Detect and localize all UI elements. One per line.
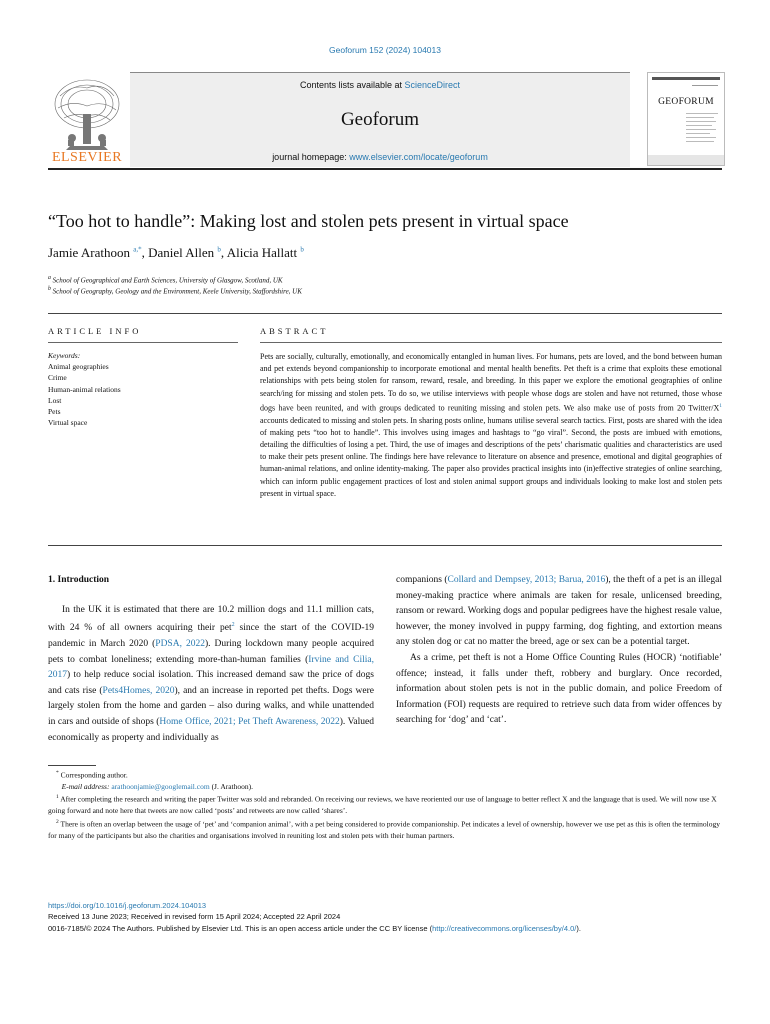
- body-column-left: [48, 573, 374, 746]
- footnote-ref[interactable]: 2: [231, 622, 235, 629]
- body-column-right: [396, 573, 722, 729]
- text: 0016-7185/© 2024 The Authors. Published by Elsevier Ltd. This is an open access article under the CC BY license (: [48, 923, 433, 933]
- footnote-divider: [48, 765, 96, 766]
- doi-link[interactable]: https://doi.org/10.1016/j.geoforum.2024.104013: [48, 901, 207, 910]
- affiliation-mark: b: [48, 286, 51, 292]
- journal-reference[interactable]: Geoforum 152 (2024) 104013: [329, 45, 441, 55]
- keyword: Animal geographies: [48, 362, 109, 372]
- affiliation: [48, 275, 283, 284]
- header-divider: [48, 168, 722, 170]
- email-link[interactable]: arathoonjamie@googlemail.com: [111, 781, 210, 791]
- affiliation-text: School of Geographical and Earth Sciences, University of Glasgow, Scotland, UK: [52, 276, 283, 285]
- journal-name: Geoforum: [340, 109, 420, 130]
- author-affiliation-mark[interactable]: a,*: [133, 245, 142, 254]
- homepage-prefix: journal homepage:: [272, 152, 350, 162]
- abstract-part: accounts dedicated to missing and stolen pets. In sharing posts online, humans utilise several search tactics. First, posts are shared with the idea of making pets “too hot to handle”. This involves using images and hashtags to “go viral”. Second, the posts are imbued with emotions, detailing the difficulties of losing a pet. Third, the use of images and descriptions of the pets’ charismatic qualities and characteristics are used to make their pets present online. The findings here have relevance to literature on absence and presence, emotional and digital geographies of human-animal relations, and online identity-making. The paper also provides practical insights into (in)effective strategies of online searching, which can inform public engagement practices of lost and stolen animal support groups and individuals looking to make lost and stolen pets present in virtual space.: [260, 415, 722, 498]
- text: (J. Arathoon).: [209, 781, 254, 791]
- text: In the UK it is estimated that there are 10.2 million dogs and 11.1 million cats, with 24 % of all owners acquiring their pet: [48, 604, 374, 634]
- footnotes: [48, 768, 722, 841]
- citation-link[interactable]: Collard and Dempsey, 2013; Barua, 2016: [447, 575, 606, 585]
- footnote-corresponding: [48, 768, 722, 781]
- license-line: [48, 923, 738, 934]
- email-label: E-mail address:: [61, 781, 112, 791]
- license-link[interactable]: http://creativecommons.org/licenses/by/4.0/: [432, 923, 577, 933]
- publication-metadata: [48, 900, 738, 934]
- contents-line: [130, 80, 630, 90]
- abstract-divider: [260, 342, 722, 343]
- elsevier-wordmark: ELSEVIER: [51, 150, 123, 165]
- keywords-label: Keywords:: [48, 351, 81, 360]
- keyword: Lost: [48, 395, 62, 405]
- text: There is often an overlap between the usage of ‘pet’ and ‘companion animal’, with a pet being considered to provide companionship. Pet indicates a level of ownership, however we use pet as this is often the terminology for many of the participants but also the charities and organisations involved in reuniting lost and stolen pets with their human partners.: [48, 819, 720, 840]
- text: ).: [576, 923, 581, 933]
- abstract-part: Pets are socially, culturally, emotionally, and economically entangled in human lives. For humans, pets are loved, and the bond between human and pet extends beyond companionship to incorporate emotional and mental health benefits. Pet theft is a crime that exploits these emotional relationships with pets being stolen for ransom, reward, resale, and breeding. In this paper we explore the emotional geographies of online search/ing for missing and stolen pets. To do so, we utilise interviews with people whose dogs are stolen and have not returned, those whose dogs have been reunited, and with groups dedicated to reuniting missing and stolen pets. We also make use of posts from 20 Twitter/X: [260, 352, 722, 413]
- citation-link[interactable]: PDSA, 2022: [155, 638, 205, 649]
- text: ), and an increase in reported pet thefts. Dogs were largely stolen from the home and garden – also during walks, and while unattended in cars and outside of shops (: [48, 685, 374, 727]
- cover-title: GEOFORUM: [658, 97, 714, 107]
- keyword: Human-animal relations: [48, 384, 121, 394]
- received-dates: Received 13 June 2023; Received in revised form 15 April 2024; Accepted 22 April 2024: [48, 912, 341, 922]
- section-divider: [48, 313, 722, 314]
- abstract-end-divider: [48, 545, 722, 546]
- citation-link[interactable]: Home Office, 2021; Pet Theft Awareness, 2022: [159, 716, 340, 727]
- footnote-mark: 2: [56, 818, 59, 825]
- author-list: Jamie Arathoon $^{a,*}$, Daniel Allen $^b$, Alicia Hallatt $^b$: [48, 245, 304, 260]
- journal-homepage-link[interactable]: www.elsevier.com/locate/geoforum: [349, 152, 488, 162]
- author-affiliation-mark[interactable]: b: [300, 245, 304, 254]
- text: ) to help reduce social isolation. This increased demand saw the price of dogs and cats rise (: [48, 670, 374, 696]
- text: companions (: [396, 575, 448, 585]
- keywords-list: [48, 350, 238, 428]
- keyword: Virtual space: [48, 418, 88, 428]
- text: Corresponding author.: [60, 770, 128, 780]
- footnote-mark: *: [56, 770, 59, 776]
- footnote: [48, 792, 722, 816]
- paragraph: As a crime, pet theft is not a Home Office Counting Rules (HOCR) ‘notifiable’ offence; instead, it falls under theft, robbery and burglary. Once recorded, information about stolen pets is not in the public domain, and police Freedom of Information (FOI) requests are required to retrieve such data from wider offences by searching for ‘dog’ and ‘cat’.: [396, 652, 722, 726]
- text: since the start of the COVID-19 pandemic in March 2020 (: [48, 623, 374, 649]
- article-title: “Too hot to handle”: Making lost and stolen pets present in virtual space: [48, 211, 569, 231]
- text: ), the theft of a pet is an illegal money-making practice where animals are taken for resale, unlicensed breeding, ransom or reward. Working dogs and popular pedigrees have the highest resale value, however, the money involved in puppy farming, dog fighting, and extortion means any stolen dog or cat no matter the breed, age or sex can be a potential target.: [396, 575, 722, 648]
- homepage-line: [130, 152, 630, 162]
- section-heading: 1. Introduction: [48, 575, 110, 585]
- footnote-mark: 1: [56, 794, 59, 801]
- cover-art: [648, 73, 724, 165]
- sciencedirect-link[interactable]: ScienceDirect: [404, 80, 461, 90]
- author-name: Daniel Allen: [148, 245, 215, 260]
- affiliation-mark: a: [48, 275, 51, 281]
- footnote-email: [48, 781, 722, 792]
- affiliation: [48, 286, 302, 295]
- abstract-text: [260, 351, 722, 500]
- abstract-heading: ABSTRACT: [260, 326, 329, 336]
- author-name: Alicia Hallatt: [226, 245, 298, 260]
- paragraph: [396, 573, 722, 651]
- text: ). During lockdown many people acquired pets to combat loneliness; extending more-than-human families (: [48, 638, 374, 665]
- footnote-ref[interactable]: 1: [719, 402, 722, 409]
- keyword: Crime: [48, 373, 67, 383]
- keyword: Pets: [48, 407, 61, 417]
- author-affiliation-mark[interactable]: b: [217, 245, 221, 254]
- journal-cover-thumbnail[interactable]: [647, 72, 725, 166]
- text: After completing the research and writing the paper Twitter was sold and rebranded. On receiving our reviews, we have reoriented our use of language to better reflect X and the language that is used. We will now use X going forward and note here that tweets are now called ‘posts’ and retweets are now called ‘shares’.: [48, 794, 717, 816]
- author-name: Jamie Arathoon: [48, 245, 130, 260]
- article-info-heading: ARTICLE INFO: [48, 326, 142, 336]
- citation-link[interactable]: Pets4Homes, 2020: [102, 685, 175, 696]
- article-info-divider: [48, 342, 238, 343]
- affiliation-text: School of Geography, Geology and the Environment, Keele University, Staffordshire, UK: [52, 287, 302, 296]
- citation-link[interactable]: Irvine and Cilia, 2017: [48, 654, 374, 681]
- contents-prefix: Contents lists available at: [299, 80, 405, 90]
- text: ). Valued economically as property and individually as: [48, 716, 374, 743]
- paragraph: [48, 603, 374, 747]
- footnote: [48, 817, 722, 841]
